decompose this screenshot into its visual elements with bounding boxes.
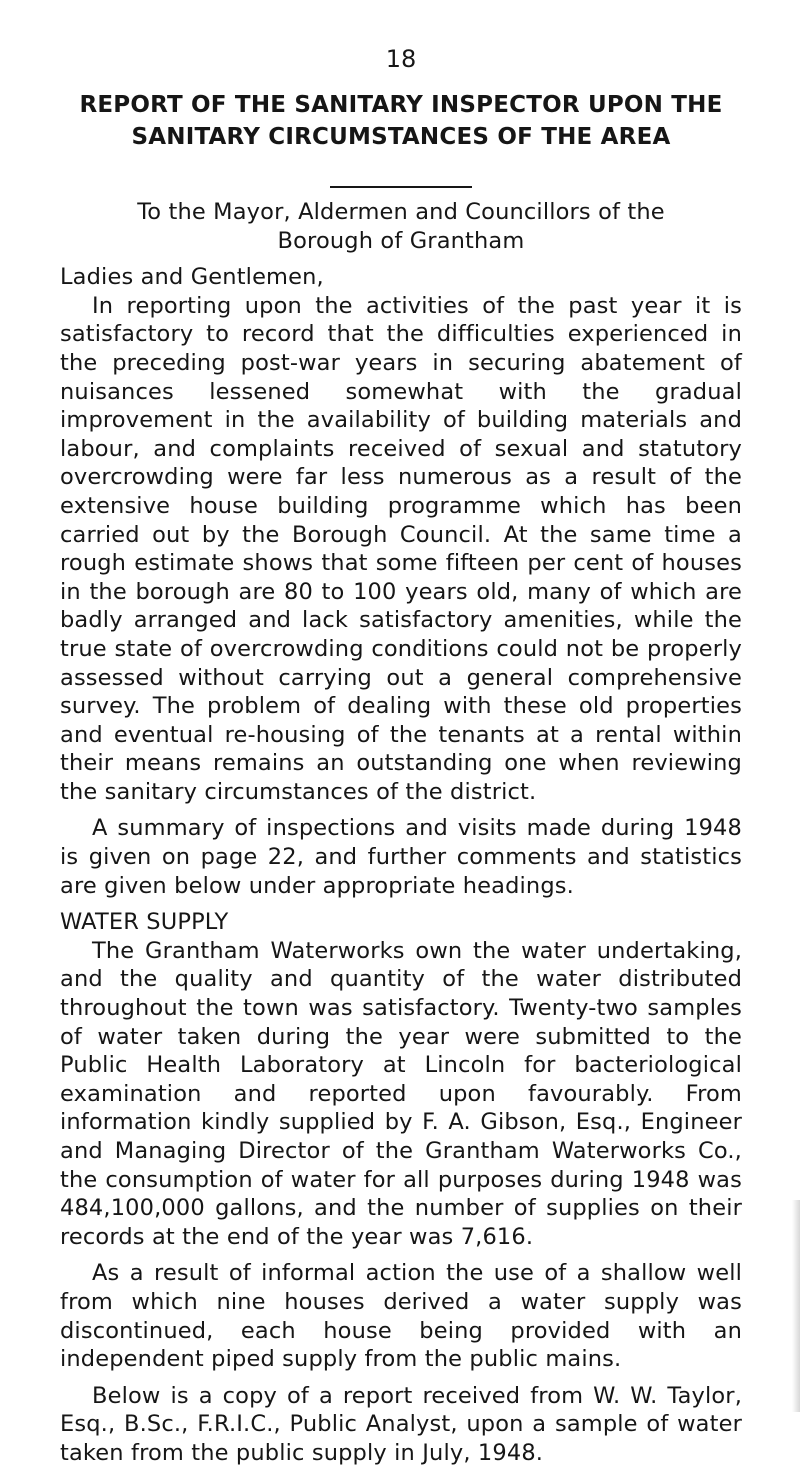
- intro-paragraph: In reporting upon the activities of the past year it is satisfactory to record that the difficulties experienced in the preceding post-war years in securing abatement of nuisances lessened somewhat with the gradual improvement in the availability of building materials and labour, and complaints received of sexual and statutory overcrowding were far less numerous as a result of the extensive house building programme which has been carried out by the Borough Council. At the same time a rough estimate shows that some fifteen per cent of houses in the borough are 80 to 100 years old, many of which are badly arranged and lack satisfactory amenities, while the true state of overcrowding conditions could not be properly assessed without carrying out a general comprehensive survey. The problem of dealing with these old properties and eventual re-housing of the tenants at a rental within their means remains an outstanding one when reviewing the sanitary circumstances of the district.: [60, 292, 742, 805]
- report-title-line-2: SANITARY CIRCUMSTANCES OF THE AREA: [131, 124, 671, 150]
- salutation: Ladies and Gentlemen,: [60, 264, 324, 291]
- water-supply-paragraph-3: Below is a copy of a report received from W. W. Taylor, Esq., B.Sc., F.R.I.C., Public Analyst, upon a sample of water taken from the public supply in July, 1948.: [60, 1382, 742, 1466]
- water-supply-paragraph-2: As a result of informal action the use of a shallow well from which nine houses derived a water supply was discontinued, each house being provided with an independent piped supply from the public mains.: [60, 1260, 742, 1373]
- water-supply-heading: WATER SUPPLY: [60, 909, 229, 936]
- title-divider: [330, 186, 472, 188]
- summary-paragraph: A summary of inspections and visits made during 1948 is given on page 22, and further comments and statistics are given below under appropriate headings.: [60, 815, 742, 899]
- report-title: [60, 89, 742, 153]
- page-number: 18: [385, 45, 417, 73]
- scan-edge-shadow: [792, 1200, 800, 1412]
- addressee: To the Mayor, Aldermen and Councillors of the Borough of Grantham: [137, 199, 665, 254]
- report-title-line-1: REPORT OF THE SANITARY INSPECTOR UPON THE: [79, 92, 723, 118]
- report-body: [60, 198, 742, 1468]
- water-supply-paragraph-1: The Grantham Waterworks own the water undertaking, and the quality and quantity of the water distributed throughout the town was satisfactory. Twenty-two samples of water taken during the year were submitted to the Public Health Laboratory at Lincoln for bacteriological examination and reported upon favourably. From information kindly supplied by F. A. Gibson, Esq., Engineer and Managing Director of the Grantham Waterworks Co., the consumption of water for all purposes during 1948 was 484,100,000 gallons, and the number of supplies on their records at the end of the year was 7,616.: [60, 937, 742, 1250]
